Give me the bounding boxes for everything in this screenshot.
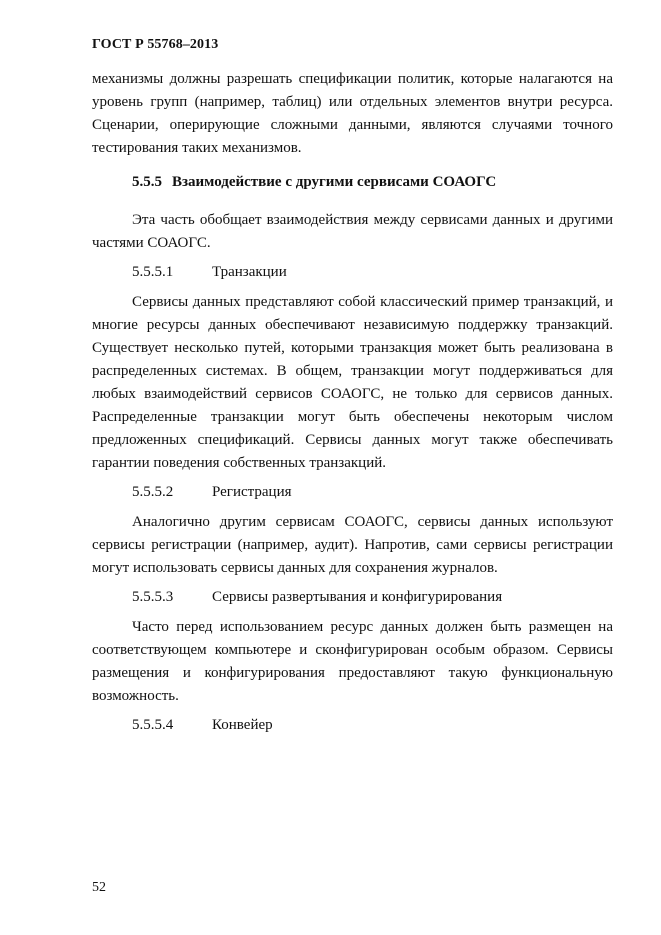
paragraph-transactions: Сервисы данных представляют собой классический пример транзакций, и многие ресурсы данных обеспечивают независимую поддержку транзакций. Существует несколько путей, которыми транзакция может быть реализована в распределенных системах. В общем, транзакции могут поддерживаться для любых взаимодействий сервисов СОАОГС, не только для сервисов данных. Распределенные транзакции могут быть обеспечены некоторым числом предложенных спецификаций. Сервисы данных могут также обеспечивать гарантии поведения собственных транзакций. [92,294,613,471]
subsection-title: Сервисы развертывания и конфигурирования [212,589,503,605]
subsection-title: Конвейер [212,717,273,733]
subsection-number: 5.5.5.2 [132,484,174,500]
paragraph-intro: Эта часть обобщает взаимодействия между сервисами данных и другими частями СОАОГС. [92,212,613,251]
subsection-heading-pipeline [92,714,613,737]
subsection-title: Регистрация [212,484,292,500]
subsection-title: Транзакции [212,264,287,280]
paragraph-deployment: Часто перед использованием ресурс данных должен быть размещен на соответствующем компьютере и сконфигурирован особым образом. Сервисы размещения и конфигурирования предоставляют такую функциональную возможность. [92,619,613,704]
section-number: 5.5.5 [132,174,162,190]
subsection-number: 5.5.5.1 [132,264,174,280]
page-number: 52 [92,880,106,895]
paragraph-registration: Аналогично другим сервисам СОАОГС, сервисы данных используют сервисы регистрации (например, аудит). Напротив, сами сервисы регистрации могут использовать сервисы данных для сохранения журналов. [92,514,613,576]
section-title: Взаимодействие с другими сервисами СОАОГС [172,174,497,190]
subsection-heading-deployment [92,586,613,609]
section-heading [92,171,613,194]
standard-header: ГОСТ Р 55768–2013 [92,37,219,52]
subsection-number: 5.5.5.3 [132,589,174,605]
subsection-heading-transactions [92,261,613,284]
paragraph-continuation: механизмы должны разрешать спецификации политик, которые налагаются на уровень групп (например, таблиц) или отдельных элементов внутри ресурса. Сценарии, оперирующие сложными данными, являются случаями точного тестирования таких механизмов. [92,71,613,156]
subsection-number: 5.5.5.4 [132,717,174,733]
subsection-heading-registration [92,481,613,504]
page-content [92,68,613,744]
